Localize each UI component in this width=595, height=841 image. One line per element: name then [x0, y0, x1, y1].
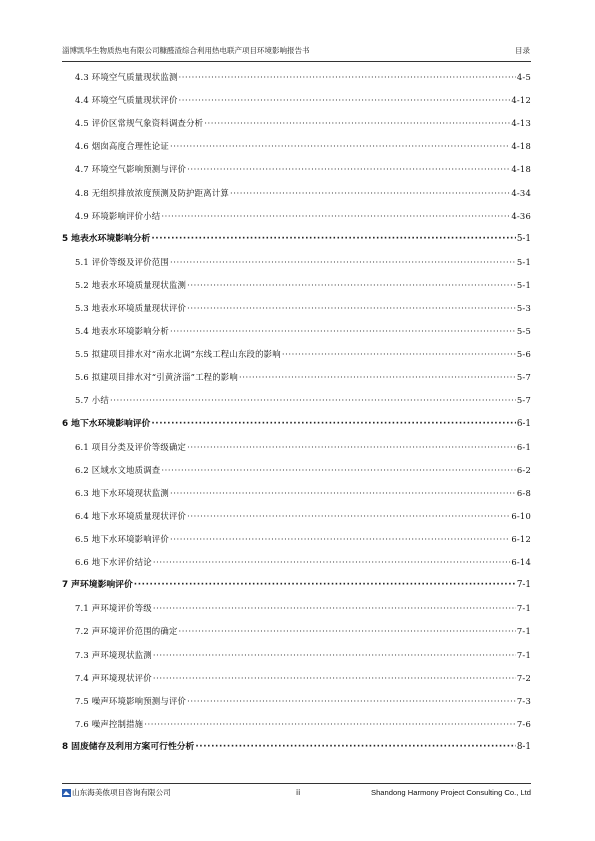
toc-entry-page: 4-5 — [516, 72, 531, 82]
toc-leader-dots — [282, 347, 516, 361]
toc-entry-page: 8-1 — [516, 741, 531, 752]
toc-leader-dots — [151, 417, 515, 431]
toc-leader-dots — [161, 463, 516, 477]
toc-entry-title: 4.6 烟囱高度合理性论证 — [75, 141, 169, 152]
toc-leader-dots — [187, 301, 516, 315]
toc-entry-page: 6-1 — [516, 418, 531, 429]
toc-entry-page: 5-5 — [516, 326, 531, 337]
toc-entry-page: 7-1 — [516, 580, 531, 591]
toc-entry-page: 5-3 — [516, 303, 531, 313]
toc-entry-title: 6.3 地下水环境现状监测 — [75, 487, 169, 498]
toc-entry-page: 6-12 — [511, 534, 531, 544]
footer-company-english: Shandong Harmony Project Consulting Co., Ltd — [371, 788, 531, 797]
toc-leader-dots — [170, 255, 516, 269]
toc-entry-title: 6.6 地下水评价结论 — [75, 557, 152, 568]
page-header — [62, 44, 530, 58]
toc-leader-dots — [153, 555, 511, 569]
toc-section-entry[interactable] — [62, 624, 531, 638]
toc-leader-dots — [179, 70, 516, 84]
toc-section-entry[interactable] — [62, 486, 531, 500]
company-logo-icon — [62, 789, 71, 797]
toc-entry-page: 6-1 — [516, 441, 531, 452]
toc-entry-title: 5 地表水环境影响分析 — [62, 233, 151, 244]
toc-leader-dots — [187, 278, 516, 292]
toc-entry-title: 5.7 小结 — [75, 395, 109, 406]
toc-section-entry[interactable] — [62, 255, 531, 269]
toc-entry-title: 7.2 声环境评价范围的确定 — [75, 626, 178, 637]
toc-entry-page: 6-10 — [511, 510, 531, 521]
header-divider — [62, 61, 531, 62]
toc-section-entry[interactable] — [62, 393, 531, 407]
toc-entry-title: 6.5 地下水环境影响评价 — [75, 534, 169, 544]
toc-entry-title: 6 地下水环境影响评价 — [62, 418, 151, 429]
footer-company-name: 山东海美侬项目咨询有限公司 — [72, 788, 171, 797]
toc-section-entry[interactable] — [62, 162, 531, 176]
toc-entry-page: 4-34 — [511, 187, 531, 198]
toc-entry-page: 7-1 — [516, 626, 531, 637]
section-label: 目录 — [515, 46, 530, 55]
toc-leader-dots — [151, 232, 515, 246]
toc-chapter-entry[interactable] — [62, 417, 531, 431]
toc-entry-page: 5-7 — [516, 395, 531, 406]
toc-section-entry[interactable] — [62, 532, 531, 546]
toc-section-entry[interactable] — [62, 555, 531, 569]
toc-entry-page: 4-18 — [511, 141, 531, 152]
toc-section-entry[interactable] — [62, 70, 531, 84]
toc-entry-title: 4.4 环境空气质量现状评价 — [75, 95, 178, 106]
toc-entry-page: 4-36 — [511, 210, 531, 221]
toc-section-entry[interactable] — [62, 717, 531, 731]
toc-leader-dots — [179, 624, 516, 638]
toc-section-entry[interactable] — [62, 601, 531, 615]
toc-leader-dots — [153, 648, 516, 662]
page-footer — [62, 787, 531, 799]
toc-leader-dots — [195, 740, 515, 754]
toc-section-entry[interactable] — [62, 463, 531, 477]
toc-section-entry[interactable] — [62, 301, 531, 315]
toc-entry-page: 5-1 — [516, 256, 531, 267]
toc-leader-dots — [170, 532, 510, 546]
toc-section-entry[interactable] — [62, 370, 531, 384]
toc-section-entry[interactable] — [62, 509, 531, 523]
toc-entry-title: 6.4 地下水环境质量现状评价 — [75, 510, 187, 521]
toc-entry-title: 7.1 声环境评价等级 — [75, 603, 152, 614]
toc-entry-title: 6.1 项目分类及评价等级确定 — [75, 441, 187, 452]
toc-entry-page: 6-2 — [516, 464, 531, 475]
toc-leader-dots — [110, 393, 516, 407]
toc-chapter-entry[interactable] — [62, 232, 531, 246]
toc-entry-page: 7-1 — [516, 603, 531, 614]
toc-entry-title: 7.4 声环境现状评价 — [75, 672, 152, 683]
toc-section-entry[interactable] — [62, 116, 531, 130]
toc-entry-page: 4-12 — [511, 95, 531, 106]
toc-entry-title: 5.3 地表水环境质量现状评价 — [75, 303, 187, 313]
toc-section-entry[interactable] — [62, 278, 531, 292]
toc-leader-dots — [187, 440, 516, 454]
toc-entry-page: 7-6 — [516, 718, 531, 729]
toc-section-entry[interactable] — [62, 324, 531, 338]
toc-section-entry[interactable] — [62, 186, 531, 200]
toc-leader-dots — [187, 162, 510, 176]
toc-entry-title: 5.4 地表水环境影响分析 — [75, 326, 169, 337]
toc-entry-title: 5.6 拟建项目排水对“引黄济淄”工程的影响 — [75, 372, 238, 383]
toc-entry-page: 7-1 — [516, 649, 531, 660]
toc-leader-dots — [187, 694, 516, 708]
toc-chapter-entry[interactable] — [62, 578, 531, 592]
toc-leader-dots — [170, 139, 510, 153]
toc-entry-page: 5-1 — [516, 279, 531, 290]
toc-entry-title: 4.3 环境空气质量现状监测 — [75, 72, 178, 82]
toc-entry-page: 7-2 — [516, 672, 531, 683]
toc-section-entry[interactable] — [62, 347, 531, 361]
toc-leader-dots — [153, 601, 516, 615]
toc-entry-title: 4.9 环境影响评价小结 — [75, 210, 161, 221]
toc-chapter-entry[interactable] — [62, 740, 531, 754]
toc-leader-dots — [170, 486, 516, 500]
toc-entry-page: 5-1 — [516, 233, 531, 244]
toc-entry-title: 7.5 噪声环境影响预测与评价 — [75, 695, 187, 706]
toc-entry-title: 5.1 评价等级及评价范围 — [75, 256, 169, 267]
toc-leader-dots — [144, 717, 516, 731]
toc-leader-dots — [230, 186, 510, 200]
toc-entry-title: 5.2 地表水环境质量现状监测 — [75, 279, 187, 290]
toc-entry-page: 5-6 — [516, 349, 531, 360]
toc-leader-dots — [239, 370, 516, 384]
toc-section-entry[interactable] — [62, 209, 531, 223]
toc-entry-title: 6.2 区域水文地质调查 — [75, 464, 161, 475]
toc-entry-page: 4-18 — [511, 164, 531, 175]
toc-entry-title: 7.6 噪声控制措施 — [75, 718, 144, 729]
toc-leader-dots — [179, 93, 511, 107]
toc-leader-dots — [134, 578, 516, 592]
toc-section-entry[interactable] — [62, 648, 531, 662]
toc-leader-dots — [161, 209, 510, 223]
toc-entry-title: 4.5 评价区常规气象资料调查分析 — [75, 118, 204, 129]
toc-entry-title: 8 固废储存及利用方案可行性分析 — [62, 741, 195, 752]
toc-section-entry[interactable] — [62, 93, 531, 107]
toc-entry-title: 4.7 环境空气影响预测与评价 — [75, 164, 187, 175]
page-number: ii — [296, 788, 301, 797]
toc-entry-page: 7-3 — [516, 695, 531, 706]
toc-entry-title: 4.8 无组织排放浓度预测及防护距离计算 — [75, 187, 229, 198]
toc-entry-page: 6-8 — [516, 487, 531, 498]
toc-section-entry[interactable] — [62, 440, 531, 454]
document-title: 淄博凯华生物质热电有限公司糠醛渣综合利用热电联产项目环境影响报告书 — [62, 46, 310, 55]
toc-leader-dots — [170, 324, 516, 338]
toc-leader-dots — [204, 116, 510, 130]
toc-section-entry[interactable] — [62, 671, 531, 685]
toc-section-entry[interactable] — [62, 694, 531, 708]
toc-entry-title: 5.5 拟建项目排水对“南水北调”东线工程山东段的影响 — [75, 349, 281, 360]
toc-leader-dots — [153, 671, 516, 685]
toc-entry-page: 5-7 — [516, 372, 531, 383]
toc-leader-dots — [187, 509, 510, 523]
toc-entry-page: 4-13 — [511, 118, 531, 129]
toc-entry-title: 7 声环境影响评价 — [62, 580, 133, 591]
toc-entry-title: 7.3 声环境现状监测 — [75, 649, 152, 660]
toc-entry-page: 6-14 — [511, 557, 531, 568]
toc-section-entry[interactable] — [62, 139, 531, 153]
footer-divider — [62, 783, 531, 784]
